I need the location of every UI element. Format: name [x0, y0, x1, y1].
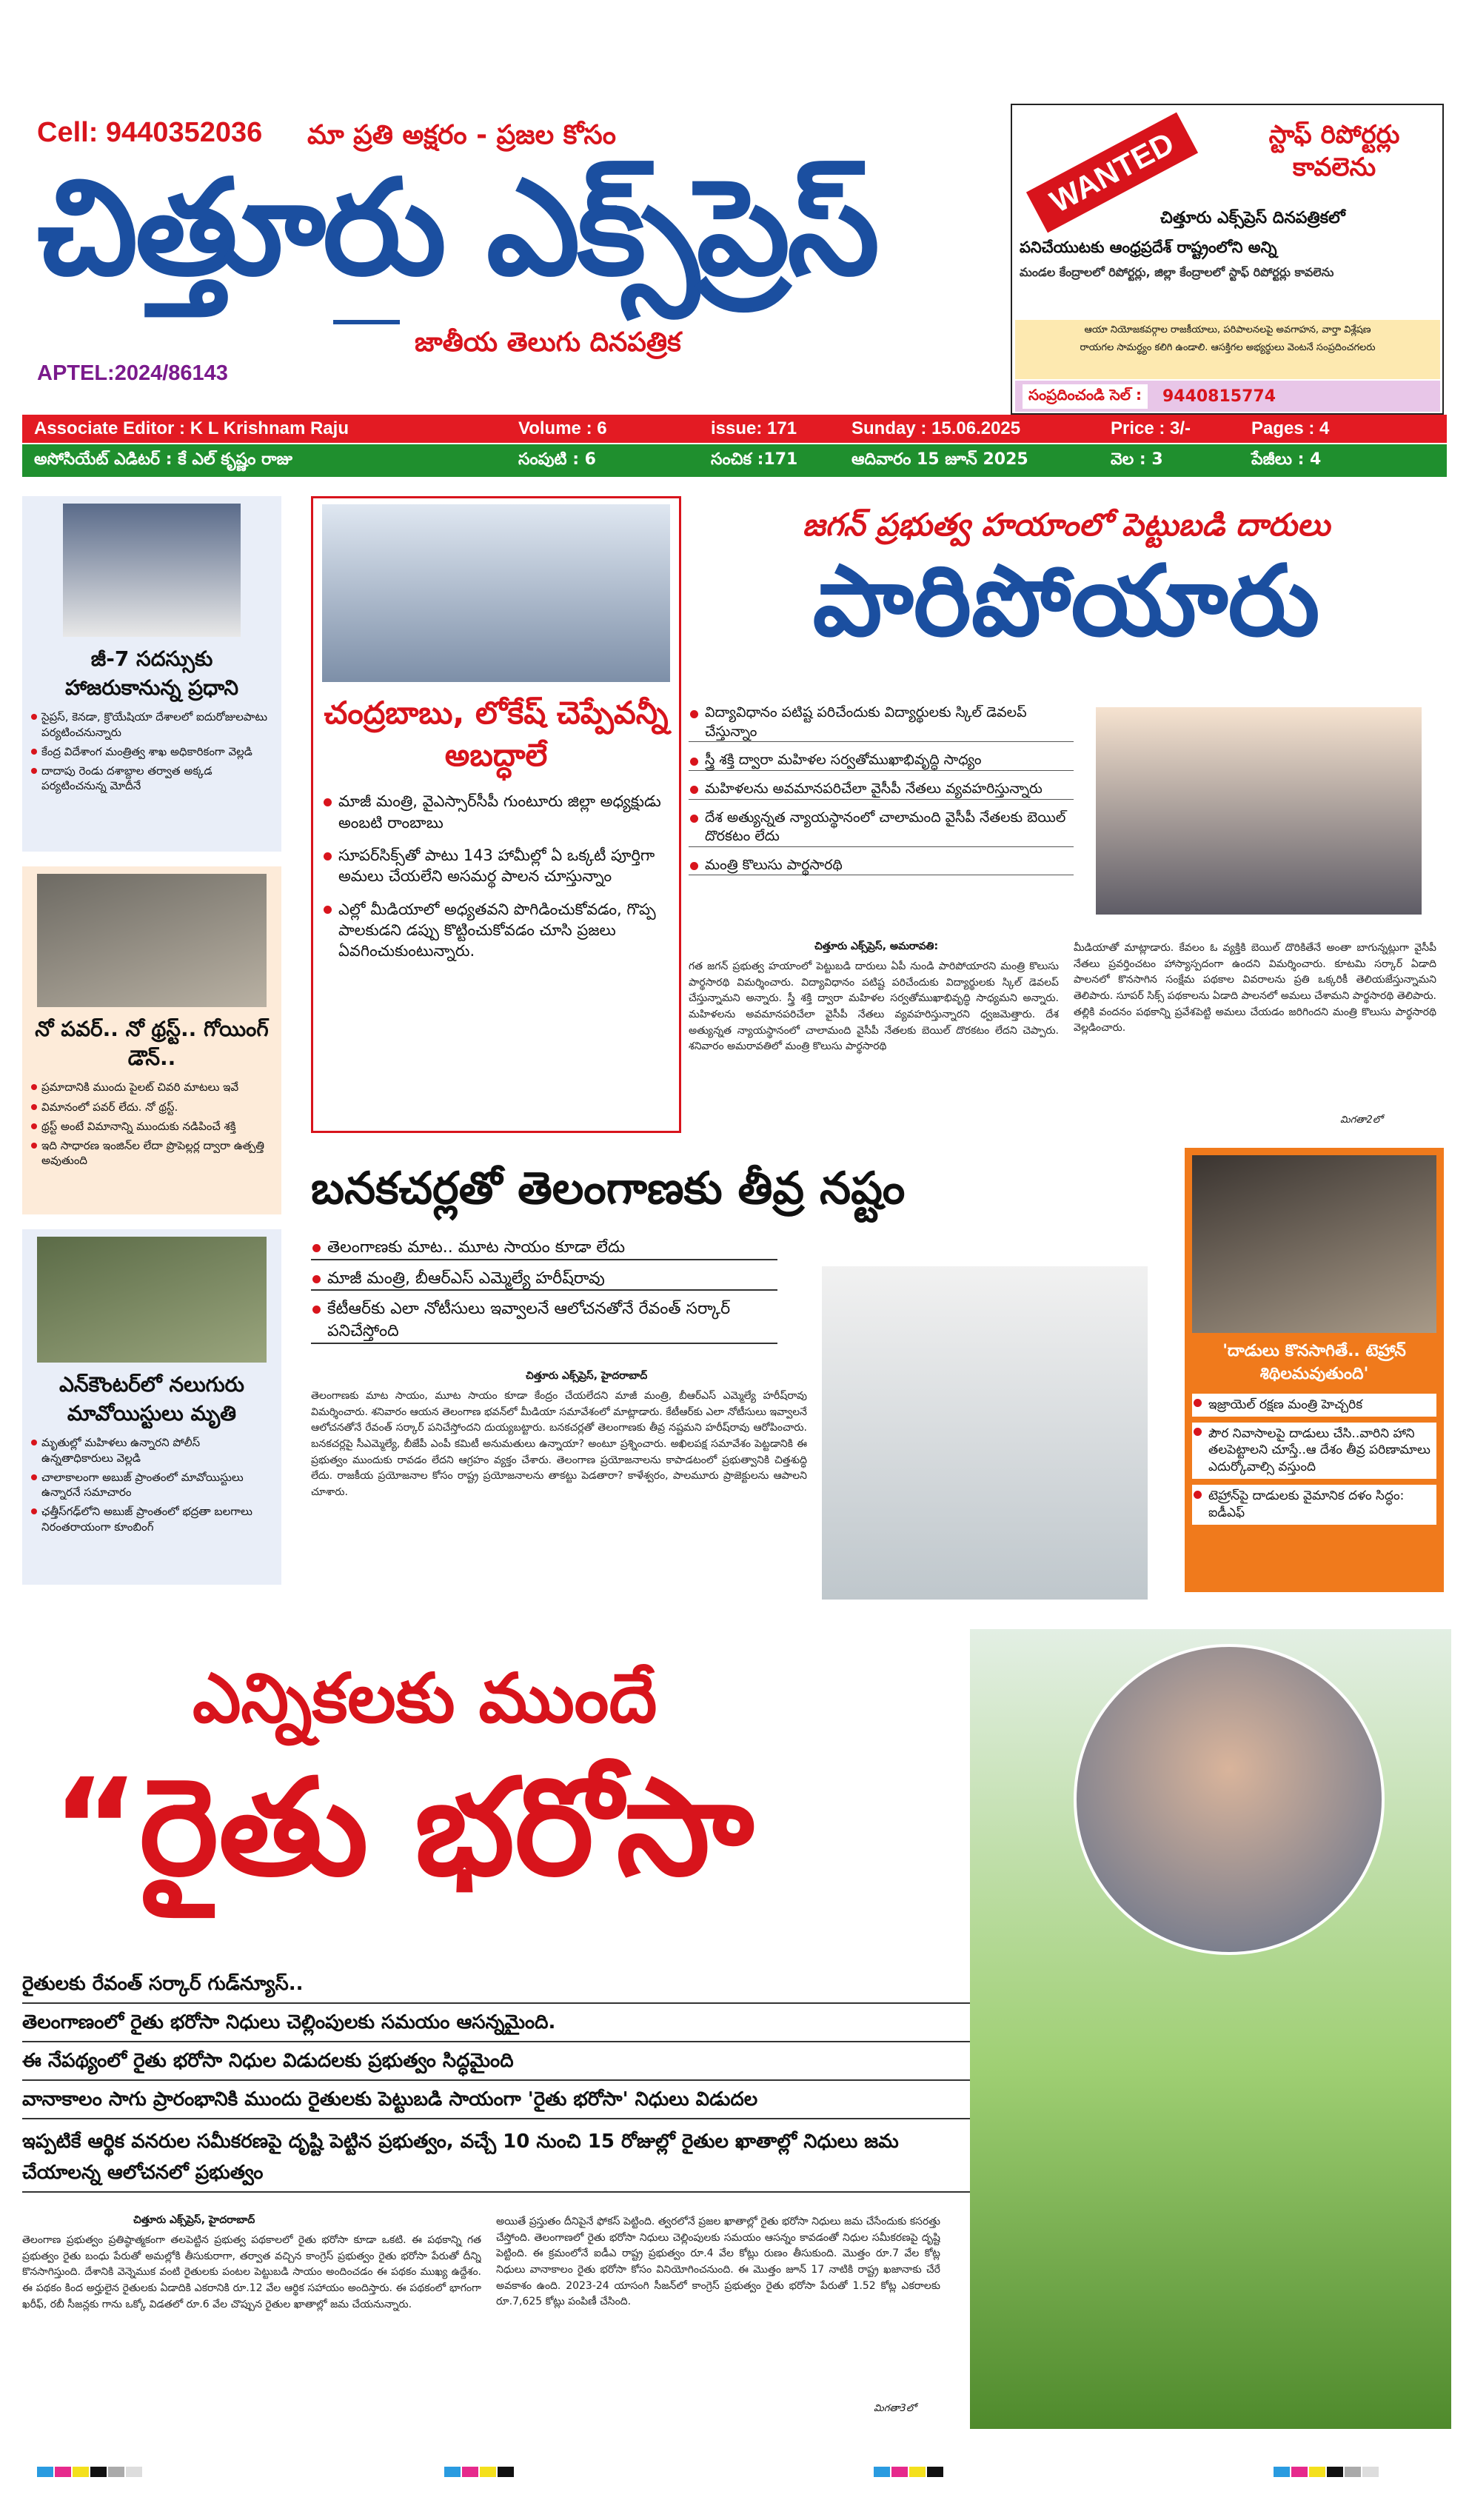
ad-contact-number: 9440815774 — [1162, 387, 1276, 406]
list-item: దేశ అత్యున్నత న్యాయస్థానంలో చాలామంది వైసీపీ నేతలకు బెయిల్ దొరకటం లేదు — [689, 809, 1074, 847]
list-item: చాలాకాలంగా అబుజ్ ప్రాంతంలో మావోయిస్టులు ఉన్నారనే సమాచారం — [30, 1470, 274, 1500]
story-bullets — [1192, 1394, 1436, 1525]
cell-number: Cell: 9440352036 — [37, 117, 263, 148]
minister-photo — [1096, 707, 1422, 915]
jagan-story[interactable] — [689, 496, 1444, 1148]
tehran-story[interactable] — [1185, 1148, 1444, 1592]
sidebar-story-3[interactable] — [22, 1229, 281, 1585]
issue: issue: 171 — [711, 418, 797, 438]
story-kicker: ఎన్నికలకు ముందే — [193, 1659, 657, 1738]
list-item: ఇది సాధారణ ఇంజిన్‌ల లేదా ప్రొపెల్లర్ల ద్వారా ఉత్పత్తి అవుతుంది — [30, 1138, 274, 1169]
story-headline: బనకచర్లతో తెలంగాణకు తీవ్ర నష్టం — [311, 1163, 906, 1214]
list-item: విద్యావిధానం పటిష్ట పరిచేందుకు విద్యార్థులకు స్కిల్ డెవలప్ చేస్తున్నాం — [689, 703, 1074, 742]
harish-rao-photo — [822, 1266, 1148, 1600]
list-item: ఎల్లో మీడియాలో అధ్యతవని పొగిడించుకోవడం, గొప్ప పాలకుడని డప్పు కొట్టించుకోవడం చూసి ప్రజలు ఏవగించుకుంటున్నారు. — [322, 899, 670, 962]
sidebar-headline: ఎన్‌కౌంటర్‌లో నలుగురు మావోయిస్టులు మృతి — [59, 1372, 244, 1426]
sidebar-story-2[interactable] — [22, 866, 281, 1214]
sidebar-story-1[interactable] — [22, 496, 281, 852]
continued-label: మిగతా3లో — [874, 2403, 917, 2414]
date-te: ఆదివారం 15 జూన్ 2025 — [851, 450, 1028, 469]
registration-number: APTEL:2024/86143 — [37, 361, 228, 385]
newspaper-title: చిత్తూరు ఎక్స్‌ప్రెస్ — [37, 151, 877, 304]
list-item: టెహ్రాన్‌పై దాడులకు వైమానిక దళం సిద్ధం: ఐడీఎఫ్ — [1192, 1485, 1436, 1525]
summary-line: ఈ నేపథ్యంలో రైతు భరోసా నిధుల విడుదలకు ప్రభుత్వం సిద్ధమైంది — [22, 2047, 970, 2081]
print-colorbar-left — [37, 2466, 144, 2480]
print-colorbar-mid — [444, 2466, 515, 2480]
newspaper-subtitle: జాతీయ తెలుగు దినపత్రిక — [415, 327, 681, 358]
volume: Volume : 6 — [518, 418, 607, 438]
summary-line: ఇప్పటికే ఆర్థిక వనరుల సమీకరణపై దృష్టి పెట్టిన ప్రభుత్వం, వచ్చే 10 నుంచి 15 రోజుల్లో రైతుల ఖాతాల్లో నిధులు జమ చేయాలన్న ఆలోచనలో ప్రభుత్వం — [22, 2124, 970, 2193]
story-headline: 'దాడులు కొనసాగితే.. టెహ్రాన్ శిథిలమవుతుంది' — [1222, 1342, 1406, 1383]
revanth-photo-circle — [1074, 1644, 1385, 1955]
ad-heading: స్టాఫ్ రిపోర్టర్లు కావలెను — [1268, 120, 1400, 183]
motto: మా ప్రతి అక్షరం - ప్రజల కోసం — [307, 120, 616, 150]
story-body: తెలంగాణ ప్రభుత్వం ప్రతిష్ఠాత్మకంగా తలపెట్టిన ప్రభుత్వ పథకాలలో రైతు భరోసా కూడా ఒకటి. ఈ పథకాన్ని గత ప్రభుత్వం రైతు బంధు పేరుతో అమల్లోకి తీసుకురాగా, తర్వాత వచ్చిన కాంగ్రెస్ ప్రభుత్వం రైతు భరోసా పేరుతో దీన్ని కొనసాగిస్తుంది. దేశానికి వెన్నెముక వంటి రైతులకు పంటల పెట్టుబడి సాయం అందించడం ఈ పథకం ముఖ్య ఉద్దేశం. ఈ పథకం కింద అర్హులైన రైతులకు ఏడాదికి ఎకరానికి రూ.12 వేల ఆర్థిక సహాయం అందిస్తారు. ఈ పథకంలో భాగంగా ఖరీఫ్, రబీ సీజన్లకు గాను ఒక్కో విడతలో రూ.6 వేల చొప్పున రైతుల ఖాతాల్లో జమ చేయనున్నారు. — [22, 2234, 481, 2310]
list-item: కేటీఆర్‌కు ఎలా నోటీసులు ఇవ్వాలనే ఆలోచనతోనే రేవంత్ సర్కార్ పనిచేస్తోంది — [311, 1298, 777, 1343]
list-item: మహిళలను అవమానపరిచేలా వైసీపీ నేతలు వ్యవహరిస్తున్నారు — [689, 780, 1074, 800]
wanted-ad — [1011, 104, 1444, 415]
summary-line: రైతులకు రేవంత్ సర్కార్ గుడ్‌న్యూస్.. — [22, 1970, 970, 2004]
ad-line-5: ఆయా నియోజకవర్గాల రాజకీయాలు, పరిపాలనలపై అవగాహన, వార్తా విశ్లేషణ — [1084, 324, 1371, 335]
list-item: తెలంగాణకు మాట.. మూట సాయం కూడా లేదు — [311, 1237, 777, 1260]
ad-info-box — [1015, 320, 1440, 379]
list-item: విమానంలో పవర్ లేదు. నో థ్రస్ట్. — [30, 1100, 274, 1114]
price-te: వెల : 3 — [1111, 450, 1163, 469]
story-dateline: చిత్తూరు ఎక్స్‌ప్రెస్, అమరావతి: — [814, 940, 939, 952]
story-body: గత జగన్ ప్రభుత్వ హయాంలో పెట్టుబడి దారులు ఏపీ నుండి పారిపోయారని మంత్రి కొలుసు పార్థసారథి విమర్శించారు. విద్యావిధానం పటిష్ట పరిచేందుకు విద్యార్థులకు స్కిల్ డెవలప్ చేస్తున్నామని అన్నారు. స్త్రీ శక్తి ద్వారా మహిళల సర్వతోముఖాభివృద్ధి సాధ్యమని అన్నారు. మహిళలను అవమానపరిచేలా వైసీపీ నేతలు వ్యవహరిస్తున్నారని ధ్వజమెత్తారు. దేశ అత్యున్నత న్యాయస్థానంలో చాలామంది వైసీపీ నేతలకు బెయిల్ దొరకటం లేదని చెప్పారు. శనివారం అమరావతిలో మంత్రి కొలుసు పార్థసారథి — [689, 960, 1059, 1053]
print-colorbar-mid2 — [874, 2466, 945, 2480]
sidebar-bullets — [30, 709, 274, 793]
wanted-label: WANTED — [1044, 125, 1180, 220]
tehran-photo — [1192, 1155, 1436, 1333]
pages-te: పేజీలు : 4 — [1251, 450, 1322, 469]
list-item: పౌర నివాసాలపై దాడులు చేసి..వారిని హాని తలపెట్టాలని చూస్తే..ఆ దేశం తీవ్ర పరిణామాలు ఎదుర్కోవాల్సి వస్తుంది — [1192, 1423, 1436, 1480]
print-colorbar-right — [1274, 2466, 1380, 2480]
sidebar-bullets — [30, 1435, 274, 1534]
list-item: స్త్రీ శక్తి ద్వారా మహిళల సర్వతోముఖాభివృద్ధి సాధ్యం — [689, 751, 1074, 771]
issue-te: సంచిక :171 — [711, 450, 798, 469]
list-item: ఛత్తీస్‌గఢ్‌లోని అబుజ్ ప్రాంతంలో భద్రతా బలగాలు నిరంతరాయంగా కూంబింగ్ — [30, 1504, 274, 1534]
list-item: సైప్రస్, కెనడా, క్రొయేషియా దేశాలలో ఐదురోజులపాటు పర్యటించనున్నారు — [30, 709, 274, 740]
ad-line-3: పనిచేయుటకు ఆంధ్రప్రదేశ్ రాష్ట్రంలోని అన్ని — [1020, 238, 1277, 256]
list-item: సూపర్‌సిక్స్‌తో పాటు 143 హామీల్లో ఏ ఒక్కటీ పూర్తిగా అమలు చేయలేని అసమర్థ పాలన చూస్తున్నాం — [322, 845, 670, 887]
list-item: మృతుల్లో మహిళలు ఉన్నారని పోలీస్ ఉన్నతాధికారులు వెల్లడి — [30, 1435, 274, 1465]
story-dateline: చిత్తూరు ఎక్స్‌ప్రెస్, హైదరాబాద్ — [526, 1370, 648, 1382]
banakacherla-story[interactable] — [304, 1155, 1170, 1614]
summary-line: తెలంగాణంలో రైతు భరోసా నిధులు చెల్లింపులకు సమయం ఆసన్నమైంది. — [22, 2008, 970, 2042]
sidebar-bullets — [30, 1080, 274, 1168]
list-item: కేంద్ర విదేశాంగ మంత్రిత్వ శాఖ అధికారికంగా వెల్లడి — [30, 744, 274, 759]
story-bullets — [311, 1237, 777, 1344]
pages: Pages : 4 — [1251, 418, 1330, 438]
masthead — [30, 111, 1007, 392]
ad-line-6: రాయగల సామర్థ్యం కలిగి ఉండాలి. ఆసక్తిగల అభ్యర్థులు వెంటనే సంప్రదించగలరు — [1080, 342, 1376, 353]
associate-editor: Associate Editor : K L Krishnam Raju — [34, 418, 349, 438]
title-underline — [333, 320, 400, 324]
story-kicker: జగన్ ప్రభుత్వ హయాంలో పెట్టుబడి దారులు — [802, 507, 1331, 543]
story-body-2: అయితే ప్రస్తుతం దీనిపైనే ఫోకస్ పెట్టింది. త్వరలోనే ప్రజల ఖాతాల్లో రైతు భరోసా నిధులు జమ చేసేందుకు కసరత్తు చేస్తోంది. తెలంగాణలో రైతు భరోసా నిధులు చెల్లింపులకు సమయం ఆసన్నం కావడంతో నిధుల సమీకరణపై దృష్టి పెట్టింది. ఈ క్రమంలోనే ఐడీఎ రాష్ట్ర ప్రభుత్వం రూ.4 వేల కోట్లు రుణం తీసుకుంది. మొత్తం రూ.7 వేల కోట్ల నిధులు వానాకాలం రైతు భరోసా కోసం వినియోగించనుంది. ఈ మొత్తం జూన్ 17 నాటికి రాష్ట్ర ఖజానాకు చేరే అవకాశం ఉంది. 2023-24 యాసంగి సీజన్‌లో కాంగ్రెస్ ప్రభుత్వం రైతు భరోసా పేరుతో 1.52 కోట్ల ఎకరాలకు రూ.7,625 కోట్లు పంపిణీ చేసింది. — [496, 2216, 940, 2308]
sidebar-headline: నో పవర్.. నో థ్రస్ట్.. గోయింగ్ డౌన్.. — [35, 1017, 269, 1071]
price: Price : 3/- — [1111, 418, 1191, 438]
story-headline: పారిపోయారు — [812, 544, 1320, 658]
summary-line: వానాకాలం సాగు ప్రారంభానికి ముందు రైతులకు పెట్టుబడి సాయంగా 'రైతు భరోసా' నిధులు విడుదల — [22, 2085, 970, 2119]
list-item: ప్రమాదానికి ముందు పైలట్ చివరి మాటలు ఇవే — [30, 1080, 274, 1094]
info-bar-english — [22, 415, 1447, 443]
list-item: మాజీ మంత్రి, వైఎస్సార్‌సీపీ గుంటూరు జిల్లా అధ్యక్షుడు అంబటి రాంబాబు — [322, 791, 670, 833]
ad-contact-label: సంప్రదించండి సెల్ : — [1023, 384, 1148, 409]
modi-photo — [63, 504, 241, 637]
story-bullets — [689, 703, 1074, 875]
list-item: మంత్రి కొలుసు పార్థసారథి — [689, 856, 1074, 876]
associate-editor-te: అసోసియేట్ ఎడిటర్ : కే ఎల్ కృష్ణం రాజు — [34, 450, 292, 469]
crash-photo — [37, 874, 267, 1007]
rambabu-photo — [322, 504, 670, 682]
story-bullets — [322, 791, 670, 961]
story-headline: “రైతు భరోసా — [52, 1751, 754, 1905]
story-summary — [22, 1970, 970, 2193]
continued-label: మిగతా2లో — [1340, 1114, 1383, 1126]
list-item: ఇజ్రాయెల్ రక్షణ మంత్రి హెచ్చరిక — [1192, 1394, 1436, 1417]
info-bar-telugu — [22, 444, 1447, 477]
ad-line-4: మండల కేంద్రాలలో రిపోర్టర్లు, జిల్లా కేంద్రాలలో స్టాఫ్ రిపోర్టర్లు కావలెను — [1020, 265, 1334, 279]
list-item: థ్రస్ట్ అంటే విమానాన్ని ముందుకు నడిపించే శక్తి — [30, 1119, 274, 1134]
story-body-2: మీడియాతో మాట్లాడారు. కేవలం ఓ వ్యక్తికి బెయిల్ దొరికితేనే అంతా బాగున్నట్లుగా వైసీపీ నేతలు ప్రవర్తించటం హాస్యాస్పదంగా ఉందని విమర్శించారు. కూటమి సర్కార్ ఏడాది పాలనలో కొనసాగిన సంక్షేమ పథకాల వివరాలను ప్రతి ఒక్కరికీ తెలియజేస్తున్నామని తెలిపారు. సూపర్ సిక్స్ పథకాలను ఏడాది పాలనలో అమలు చేశామని పార్థసారథి తెలిపారు. తల్లికి వందనం పథకాన్ని ప్రవేశపెట్టి అమలు చేయడం జరిగిందని మంత్రి కొలుసు పార్థసారథి వెల్లడించారు. — [1074, 942, 1436, 1035]
story-dateline: చిత్తూరు ఎక్స్‌ప్రెస్, హైదరాబాద్ — [133, 2214, 255, 2226]
volume-te: సంపుటి : 6 — [518, 450, 596, 469]
ad-line-2: చిత్తూరు ఎక్స్‌ప్రెస్ దినపత్రికలో — [1160, 209, 1345, 227]
ad-contact — [1015, 381, 1440, 412]
sidebar-headline: జీ-7 సదస్సుకు హాజరుకానున్న ప్రధాని — [65, 646, 238, 701]
story-body: తెలంగాణకు మాట సాయం, మూట సాయం కూడా కేంద్రం చేయలేదని మాజీ మంత్రి, బీఆర్‌ఎస్ ఎమ్మెల్యే హరీష్‌రావు విమర్శించారు. శనివారం ఆయన తెలంగాణ భవన్‌లో మీడియా సమావేశంలో మాట్లాడారు. కేటీఆర్‌కు ఎలా నోటీసులు ఇవ్వాలనే ఆలోచనతోనే రేవంత్ సర్కార్ పనిచేస్తోందని దుయ్యబట్టారు. బనకచర్లతో తెలంగాణకు తీవ్ర నష్టమని హరీష్‌రావు ఆరోపించారు. బనకచర్లపై సీఎమ్మెల్యే, బీజేపీ ఎంపీ కమిటీ అనుమతులు ఉన్నాయా? అంటూ ప్రశ్నించారు. అఖిలపక్ష సమావేశం పెట్టడానికి ఈ ప్రభుత్వం ముందుకు రావడం లేదని ఆగ్రహం వ్యక్తం చేశారు. తెలంగాణ ప్రయోజనాలను కాపాడటంలో ప్రభుత్వానికి చిత్తశుద్ధి లేదు. రాజకీయ ప్రయోజనాల కోసం రాష్ట్ర ప్రయోజనాలను తాకట్టు పెడతారా? కాళేశ్వరం, పాలమూరు ప్రాజెక్టులను ఆపాలని చూశారు. — [311, 1390, 807, 1499]
ycp-story[interactable] — [311, 496, 681, 1133]
story-headline: చంద్రబాబు, లోకేష్ చెప్పేవన్నీ అబద్ధాలే — [324, 695, 669, 773]
issue-date: Sunday : 15.06.2025 — [851, 418, 1021, 438]
list-item: దాదాపు రెండు దశాబ్దాల తర్వాత అక్కడ పర్యటించనున్న మోదీనే — [30, 763, 274, 794]
maoists-photo — [37, 1237, 267, 1363]
rythu-story[interactable] — [22, 1629, 985, 2429]
list-item: మాజీ మంత్రి, బీఆర్‌ఎస్ ఎమ్మెల్యే హరీష్‌రావు — [311, 1268, 777, 1291]
